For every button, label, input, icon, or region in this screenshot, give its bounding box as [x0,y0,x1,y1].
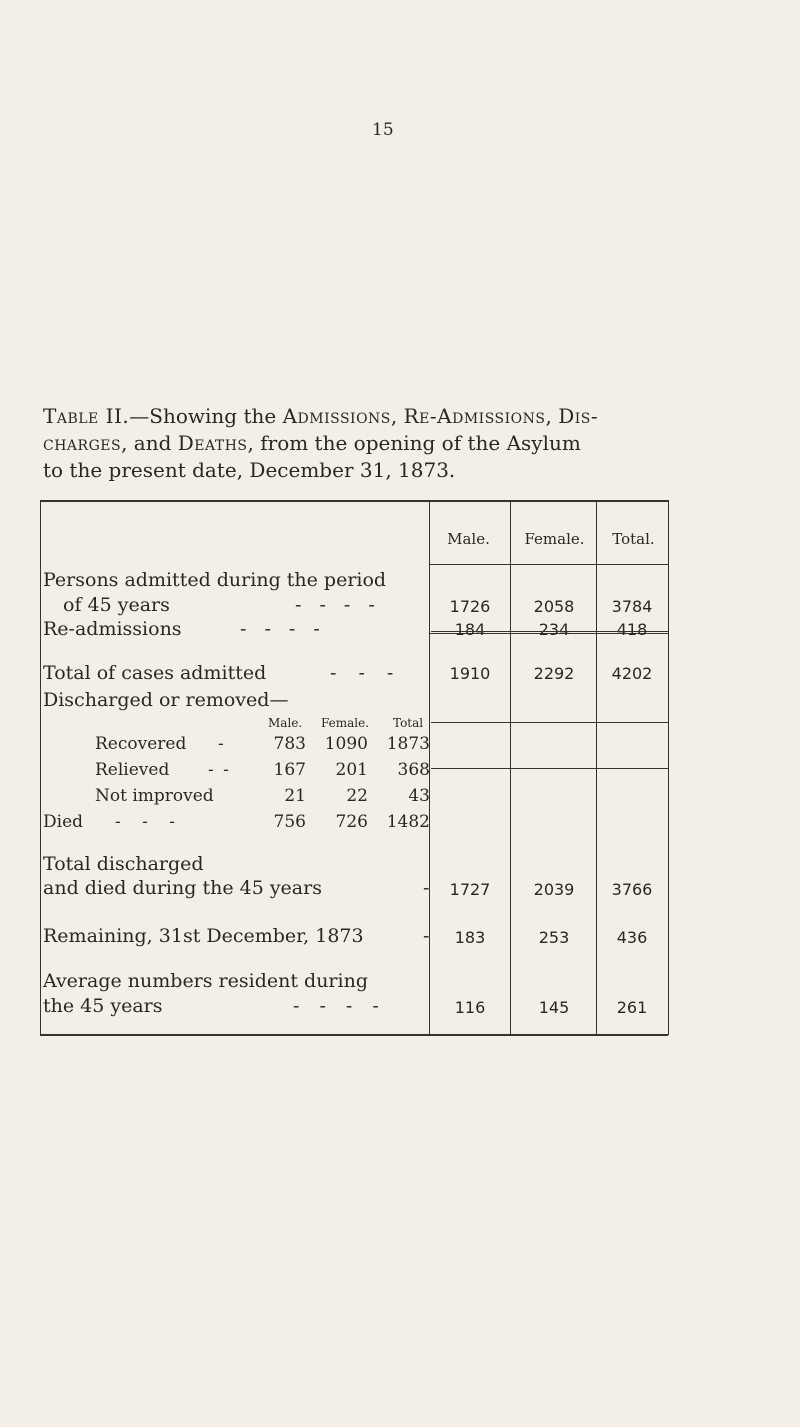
cell-total: 4202 [611,664,653,683]
row-label: Average numbers resident during [43,970,368,992]
cell-female: 2292 [533,664,575,683]
remaining-rule [431,768,668,769]
col-rule-1-full [429,500,430,1035]
cell-female: 2039 [533,880,575,899]
caption-lead: Table II. [43,404,130,428]
cell-male: 116 [454,998,486,1017]
cell-female: 145 [538,998,570,1017]
admissions-table: Male. Female. Total. Persons admitted during the period of 45 years - - - - 1726 2058 3784 Re-admissions - - - - 184 234 418 Total of cases admitted - - - 1910 2292 4202 [40,500,670,501]
page-number: 15 [372,120,394,140]
row-label: Re-admissions [43,618,182,640]
row-label-cont: and died during the 45 years [43,877,322,899]
sub-header-total: Total [393,716,424,730]
sub-cell-male: 21 [284,786,306,806]
row-label-cont: the 45 years [43,995,163,1017]
subtotal-rule-2 [431,631,668,632]
cell-total: 3784 [611,597,653,616]
table-top-rule [40,500,668,502]
col-rule-2-full [510,500,511,1035]
table-left-rule-full [40,500,41,1035]
header-total: Total. [612,530,655,548]
sub-cell-male: 783 [273,734,306,754]
cell-total: 418 [616,620,648,639]
sub-cell-female: 1090 [324,734,368,754]
sub-cell-male: 167 [273,760,306,780]
cell-male: 184 [454,620,486,639]
cell-male: 1726 [449,597,491,616]
discharge-total-rule [431,722,668,723]
sub-cell-total: 368 [397,760,430,780]
sub-header-female: Female. [321,716,370,730]
cell-male: 183 [454,928,486,947]
sub-cell-male: 756 [273,812,306,832]
sub-cell-total: 43 [408,786,430,806]
header-male: Male. [447,530,490,548]
cell-total: 436 [616,928,648,947]
table-caption: Table II.—Showing the Admissions, Re-Admissions, Dis- charges, and Deaths, from the opening of the Asylum to the present date, December 31, 1873. [43,404,599,482]
row-label-cont: of 45 years [63,594,170,616]
table-bottom-rule-full [40,1034,668,1036]
header-rule [430,564,668,565]
header-female: Female. [524,530,585,548]
row-label: Total of cases admitted [43,662,267,684]
sub-row-label: Recovered [95,734,187,754]
sub-row-label: Died [43,812,84,832]
sub-row-label: Relieved [95,760,170,780]
cell-female: 234 [538,620,570,639]
sub-cell-total: 1482 [386,812,430,832]
table-right-rule-full [668,500,669,1035]
discharged-heading: Discharged or removed— [43,689,289,711]
cell-female: 2058 [533,597,575,616]
cell-total: 261 [616,998,648,1017]
sub-cell-female: 726 [335,812,368,832]
cell-female: 253 [538,928,570,947]
sub-cell-female: 201 [335,760,368,780]
row-label: Remaining, 31st December, 1873 [43,925,364,947]
col-rule-3-full [596,500,597,1035]
row-label: Persons admitted during the period [43,569,387,591]
cell-male: 1910 [449,664,491,683]
cell-total: 3766 [611,880,653,899]
row-label: Total discharged [43,853,204,875]
sub-cell-female: 22 [346,786,368,806]
sub-header-male: Male. [268,716,303,730]
sub-cell-total: 1873 [386,734,430,754]
cell-male: 1727 [449,880,491,899]
sub-row-label: Not improved [95,786,214,806]
